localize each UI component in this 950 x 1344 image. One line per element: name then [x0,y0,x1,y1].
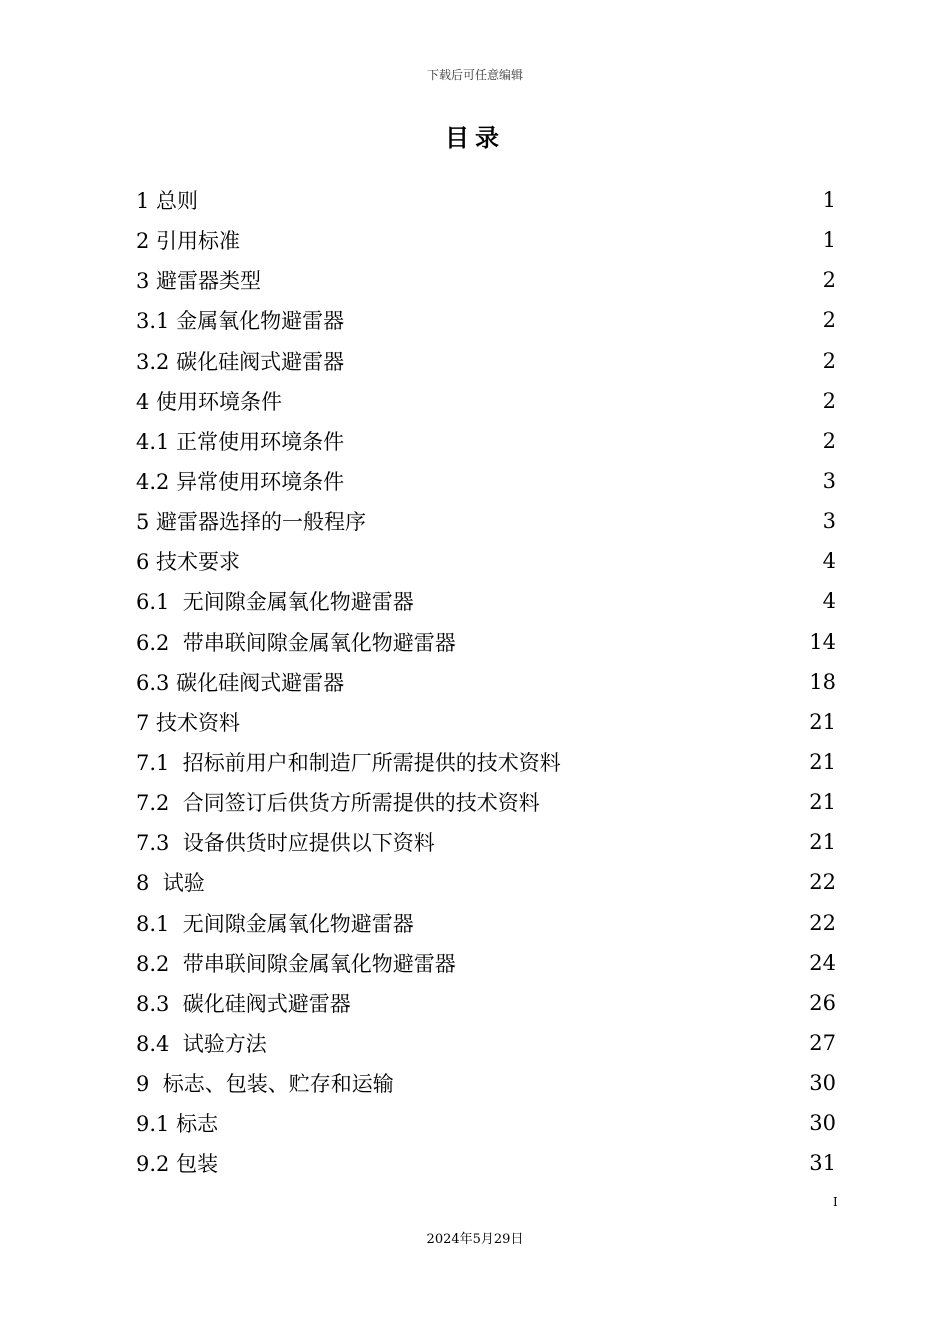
toc-entry[interactable] [136,220,836,260]
toc-entry[interactable] [136,1063,836,1103]
toc-entry[interactable] [136,260,836,300]
toc-entry-page: 3 [822,469,836,494]
toc-entry-label: 7 技术资料 [136,710,241,735]
toc-entry[interactable] [136,581,836,621]
toc-entry-label: 7.2 合同签订后供货方所需提供的技术资料 [136,791,540,816]
toc-entry[interactable] [136,381,836,421]
toc-entry-label: 8.1 无间隙金属氧化物避雷器 [136,911,414,936]
toc-entry-label: 7.1 招标前用户和制造厂所需提供的技术资料 [136,751,561,776]
toc-entry[interactable] [136,903,836,943]
toc-entry[interactable] [136,300,836,340]
toc-entry-label: 7.3 设备供货时应提供以下资料 [136,831,435,856]
toc-entry-page: 31 [809,1151,836,1176]
toc-list [136,180,836,1184]
toc-entry[interactable] [136,461,836,501]
toc-entry[interactable] [136,822,836,862]
toc-entry[interactable] [136,782,836,822]
toc-entry-label: 4 使用环境条件 [136,389,283,414]
toc-entry-page: 3 [822,509,836,534]
toc-entry-page: 30 [809,1111,836,1136]
toc-entry-page: 2 [822,388,836,413]
toc-entry-label: 1 总则 [136,189,199,214]
toc-entry-label: 3.2 碳化硅阀式避雷器 [136,349,345,374]
toc-entry-page: 22 [809,910,836,935]
toc-entry-page: 24 [809,950,836,975]
toc-entry-page: 22 [809,870,836,895]
page-number: I [833,1195,838,1209]
page-title: 目录 [445,124,505,152]
toc-entry[interactable] [136,662,836,702]
toc-entry-page: 21 [809,709,836,734]
toc-entry-label: 6.3 碳化硅阀式避雷器 [136,670,345,695]
toc-entry-label: 4.2 异常使用环境条件 [136,470,345,495]
toc-entry-label: 8 试验 [136,871,205,896]
toc-entry-label: 5 避雷器选择的一般程序 [136,510,367,535]
toc-entry[interactable] [136,501,836,541]
toc-entry-page: 27 [809,1031,836,1056]
toc-entry-page: 2 [822,428,836,453]
toc-entry-page: 2 [822,348,836,373]
toc-entry[interactable] [136,702,836,742]
toc-entry-page: 26 [809,990,836,1015]
toc-entry-label: 8.2 带串联间隙金属氧化物避雷器 [136,951,456,976]
toc-entry-page: 1 [822,188,836,213]
toc-entry[interactable] [136,421,836,461]
toc-entry-page: 21 [809,750,836,775]
toc-entry-label: 6.2 带串联间隙金属氧化物避雷器 [136,630,456,655]
toc-entry-page: 21 [809,790,836,815]
toc-entry-label: 9 标志、包装、贮存和运输 [136,1072,394,1097]
toc-entry-page: 18 [809,669,836,694]
toc-entry[interactable] [136,742,836,782]
toc-entry-label: 8.4 试验方法 [136,1032,267,1057]
toc-entry-label: 9.2 包装 [136,1152,219,1177]
toc-entry[interactable] [136,541,836,581]
toc-entry[interactable] [136,943,836,983]
toc-entry[interactable] [136,1103,836,1143]
toc-entry-page: 4 [822,589,836,614]
toc-entry[interactable] [136,862,836,902]
toc-entry-page: 14 [809,629,836,654]
toc-entry-page: 21 [809,830,836,855]
toc-entry-label: 3.1 金属氧化物避雷器 [136,309,345,334]
toc-entry-label: 6 技术要求 [136,550,241,575]
toc-entry-label: 9.1 标志 [136,1112,219,1137]
toc-entry-label: 2 引用标准 [136,229,241,254]
toc-entry-page: 2 [822,308,836,333]
toc-entry-label: 6.1 无间隙金属氧化物避雷器 [136,590,414,615]
header-note: 下载后可任意编辑 [426,68,523,82]
toc-entry[interactable] [136,622,836,662]
footer-date: 2024年5月29日 [426,1232,524,1247]
toc-entry-page: 4 [822,549,836,574]
toc-entry-page: 2 [822,268,836,293]
toc-entry[interactable] [136,1023,836,1063]
toc-entry[interactable] [136,180,836,220]
toc-entry[interactable] [136,983,836,1023]
toc-entry-label: 8.3 碳化硅阀式避雷器 [136,991,351,1016]
toc-entry[interactable] [136,341,836,381]
toc-entry-page: 1 [822,228,836,253]
toc-entry-label: 3 避雷器类型 [136,269,262,294]
toc-entry[interactable] [136,1143,836,1183]
toc-entry-label: 4.1 正常使用环境条件 [136,429,345,454]
toc-entry-page: 30 [809,1071,836,1096]
